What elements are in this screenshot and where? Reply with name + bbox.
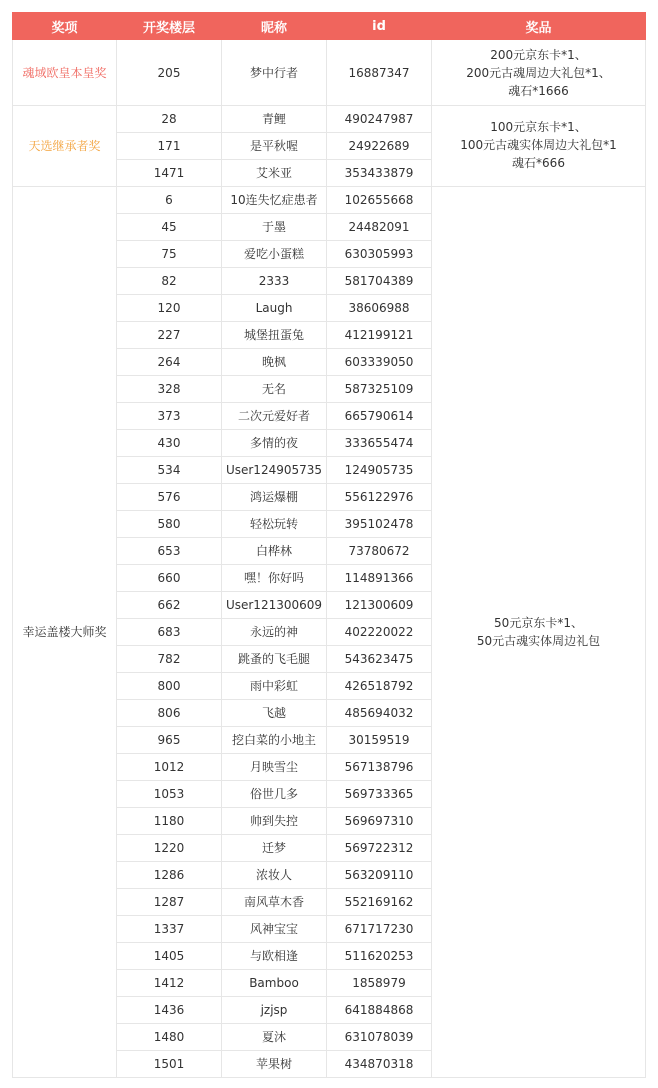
id-cell: 552169162	[327, 889, 432, 916]
floor-cell: 1412	[117, 970, 222, 997]
prize-cell	[432, 187, 646, 1078]
id-cell: 569733365	[327, 781, 432, 808]
id-cell: 556122976	[327, 484, 432, 511]
winners-table-container	[12, 12, 646, 1078]
nickname-cell: 晚枫	[222, 349, 327, 376]
prize-line: 200元京东卡*1、	[490, 47, 587, 62]
id-cell: 434870318	[327, 1051, 432, 1078]
floor-cell: 1480	[117, 1024, 222, 1051]
award-name: 天选继承者奖	[13, 106, 117, 187]
nickname-cell: 白桦林	[222, 538, 327, 565]
id-cell: 30159519	[327, 727, 432, 754]
nickname-cell: 于墨	[222, 214, 327, 241]
floor-cell: 1471	[117, 160, 222, 187]
nickname-cell: 无名	[222, 376, 327, 403]
nickname-cell: 多情的夜	[222, 430, 327, 457]
prize-line: 100元古魂实体周边大礼包*1	[460, 138, 617, 152]
header-award: 奖项	[13, 13, 117, 40]
floor-cell: 800	[117, 673, 222, 700]
id-cell: 490247987	[327, 106, 432, 133]
nickname-cell: 南风草木香	[222, 889, 327, 916]
nickname-cell: Bamboo	[222, 970, 327, 997]
nickname-cell: 夏沐	[222, 1024, 327, 1051]
prize-cell	[432, 40, 646, 106]
id-cell: 665790614	[327, 403, 432, 430]
floor-cell: 1180	[117, 808, 222, 835]
prize-cell	[432, 106, 646, 187]
nickname-cell: User121300609	[222, 592, 327, 619]
floor-cell: 653	[117, 538, 222, 565]
nickname-cell: 城堡扭蛋兔	[222, 322, 327, 349]
table-row	[13, 187, 646, 214]
header-row	[13, 13, 646, 40]
prize-line: 50元京东卡*1、	[494, 616, 583, 630]
prize-line: 100元京东卡*1、	[490, 120, 587, 134]
table-row	[13, 40, 646, 106]
award-name: 魂域欧皇本皇奖	[13, 40, 117, 106]
id-cell: 412199121	[327, 322, 432, 349]
nickname-cell: 轻松玩转	[222, 511, 327, 538]
floor-cell: 1012	[117, 754, 222, 781]
nickname-cell: 爱吃小蛋糕	[222, 241, 327, 268]
header-id: id	[327, 13, 432, 40]
floor-cell: 683	[117, 619, 222, 646]
nickname-cell: User124905735	[222, 457, 327, 484]
id-cell: 671717230	[327, 916, 432, 943]
header-nickname: 昵称	[222, 13, 327, 40]
floor-cell: 1337	[117, 916, 222, 943]
id-cell: 333655474	[327, 430, 432, 457]
floor-cell: 1220	[117, 835, 222, 862]
floor-cell: 430	[117, 430, 222, 457]
id-cell: 395102478	[327, 511, 432, 538]
id-cell: 641884868	[327, 997, 432, 1024]
floor-cell: 1501	[117, 1051, 222, 1078]
id-cell: 630305993	[327, 241, 432, 268]
id-cell: 102655668	[327, 187, 432, 214]
id-cell: 511620253	[327, 943, 432, 970]
winners-table-body	[13, 40, 646, 1078]
nickname-cell: 艾米亚	[222, 160, 327, 187]
id-cell: 402220022	[327, 619, 432, 646]
floor-cell: 227	[117, 322, 222, 349]
nickname-cell: 飞越	[222, 700, 327, 727]
nickname-cell: 雨中彩虹	[222, 673, 327, 700]
floor-cell: 806	[117, 700, 222, 727]
nickname-cell: 青鲤	[222, 106, 327, 133]
id-cell: 24482091	[327, 214, 432, 241]
floor-cell: 205	[117, 40, 222, 106]
id-cell: 353433879	[327, 160, 432, 187]
nickname-cell: 嘿！你好吗	[222, 565, 327, 592]
floor-cell: 660	[117, 565, 222, 592]
nickname-cell: 跳蚤的飞毛腿	[222, 646, 327, 673]
id-cell: 581704389	[327, 268, 432, 295]
id-cell: 16887347	[327, 40, 432, 106]
nickname-cell: 二次元爱好者	[222, 403, 327, 430]
nickname-cell: 帅到失控	[222, 808, 327, 835]
nickname-cell: jzjsp	[222, 997, 327, 1024]
floor-cell: 1286	[117, 862, 222, 889]
id-cell: 114891366	[327, 565, 432, 592]
floor-cell: 1053	[117, 781, 222, 808]
id-cell: 426518792	[327, 673, 432, 700]
nickname-cell: 风神宝宝	[222, 916, 327, 943]
nickname-cell: 10连失忆症患者	[222, 187, 327, 214]
nickname-cell: 永远的神	[222, 619, 327, 646]
prize-line: 200元古魂周边大礼包*1、	[466, 65, 611, 80]
header-floor: 开奖楼层	[117, 13, 222, 40]
floor-cell: 965	[117, 727, 222, 754]
floor-cell: 373	[117, 403, 222, 430]
id-cell: 567138796	[327, 754, 432, 781]
floor-cell: 120	[117, 295, 222, 322]
nickname-cell: 2333	[222, 268, 327, 295]
floor-cell: 1405	[117, 943, 222, 970]
prize-line: 50元古魂实体周边礼包	[476, 634, 601, 648]
floor-cell: 264	[117, 349, 222, 376]
floor-cell: 534	[117, 457, 222, 484]
floor-cell: 1287	[117, 889, 222, 916]
floor-cell: 171	[117, 133, 222, 160]
floor-cell: 580	[117, 511, 222, 538]
award-name: 幸运盖楼大师奖	[13, 187, 117, 1078]
floor-cell: 782	[117, 646, 222, 673]
table-row	[13, 106, 646, 133]
nickname-cell: 是平秋喔	[222, 133, 327, 160]
floor-cell: 576	[117, 484, 222, 511]
winners-table	[12, 12, 646, 1078]
id-cell: 121300609	[327, 592, 432, 619]
id-cell: 631078039	[327, 1024, 432, 1051]
id-cell: 485694032	[327, 700, 432, 727]
floor-cell: 45	[117, 214, 222, 241]
floor-cell: 28	[117, 106, 222, 133]
id-cell: 1858979	[327, 970, 432, 997]
nickname-cell: 月映雪尘	[222, 754, 327, 781]
nickname-cell: 与欧相逢	[222, 943, 327, 970]
id-cell: 543623475	[327, 646, 432, 673]
id-cell: 24922689	[327, 133, 432, 160]
nickname-cell: 梦中行者	[222, 40, 327, 106]
id-cell: 73780672	[327, 538, 432, 565]
id-cell: 563209110	[327, 862, 432, 889]
nickname-cell: 迁梦	[222, 835, 327, 862]
prize-line: 魂石*666	[512, 156, 565, 170]
floor-cell: 75	[117, 241, 222, 268]
nickname-cell: 浓妆人	[222, 862, 327, 889]
id-cell: 569722312	[327, 835, 432, 862]
floor-cell: 662	[117, 592, 222, 619]
id-cell: 124905735	[327, 457, 432, 484]
floor-cell: 82	[117, 268, 222, 295]
nickname-cell: 鸿运爆棚	[222, 484, 327, 511]
id-cell: 603339050	[327, 349, 432, 376]
floor-cell: 1436	[117, 997, 222, 1024]
nickname-cell: Laugh	[222, 295, 327, 322]
id-cell: 38606988	[327, 295, 432, 322]
floor-cell: 328	[117, 376, 222, 403]
id-cell: 587325109	[327, 376, 432, 403]
floor-cell: 6	[117, 187, 222, 214]
nickname-cell: 苹果树	[222, 1051, 327, 1078]
id-cell: 569697310	[327, 808, 432, 835]
nickname-cell: 俗世几多	[222, 781, 327, 808]
nickname-cell: 挖白菜的小地主	[222, 727, 327, 754]
prize-line: 魂石*1666	[508, 83, 569, 98]
header-prize: 奖品	[432, 13, 646, 40]
